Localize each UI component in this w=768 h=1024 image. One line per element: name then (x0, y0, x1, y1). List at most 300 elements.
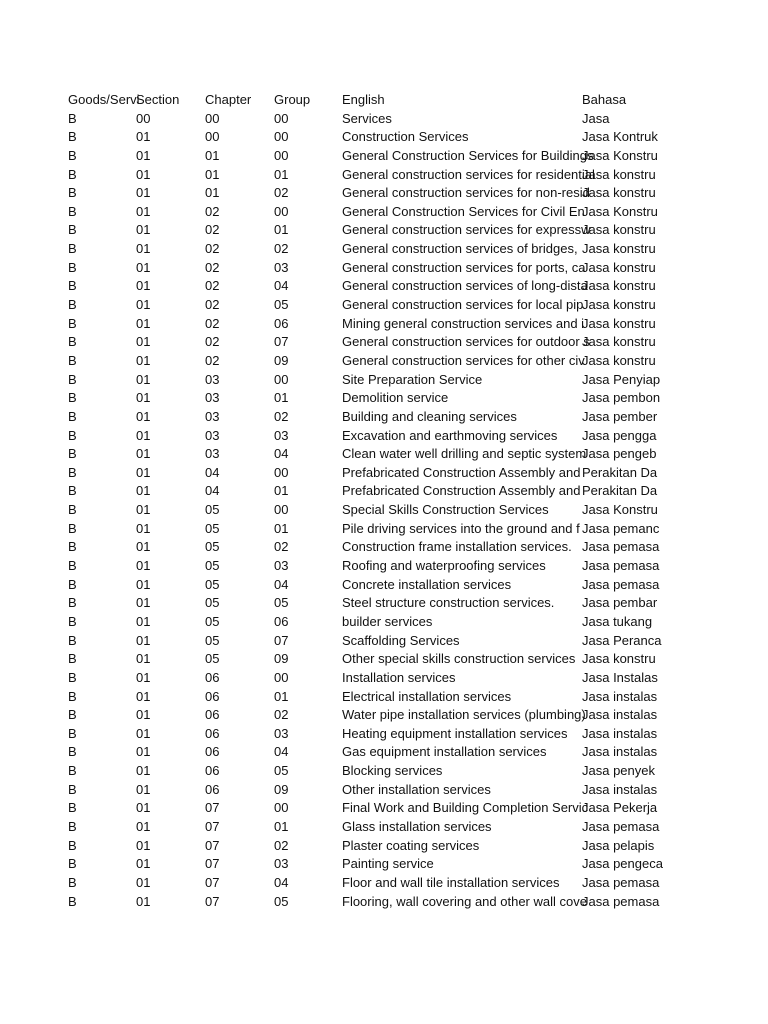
goods-service-cell: B (68, 110, 77, 126)
english-cell: General construction services of bridges, (342, 241, 578, 257)
group-cell: 00 (274, 129, 289, 145)
bahasa-cell: Jasa konstru (582, 315, 656, 331)
header-section: Section (136, 92, 180, 107)
section-cell: 01 (136, 352, 151, 368)
group-cell: 03 (274, 558, 289, 574)
bahasa-cell: Jasa instalas (582, 744, 658, 760)
group-cell: 04 (274, 576, 289, 592)
bahasa-cell: Jasa pelapis (582, 837, 655, 853)
table-row (68, 333, 658, 352)
section-cell: 01 (136, 781, 151, 797)
section-cell: 01 (136, 390, 151, 406)
group-cell: 05 (274, 893, 289, 909)
english-cell: Pile driving services into the ground and f (342, 520, 580, 536)
spreadsheet-table (68, 91, 663, 911)
chapter-cell: 02 (205, 259, 220, 275)
table-row (68, 855, 663, 874)
goods-service-cell: B (68, 595, 77, 611)
chapter-cell: 05 (205, 520, 220, 536)
chapter-cell: 04 (205, 464, 220, 480)
english-cell: Blocking services (342, 763, 443, 779)
goods-service-cell: B (68, 558, 77, 574)
goods-service-cell: B (68, 707, 77, 723)
bahasa-cell: Jasa instalas (582, 725, 658, 741)
table-row (68, 221, 658, 240)
table-row (68, 893, 658, 912)
bahasa-cell: Jasa konstru (582, 185, 656, 201)
bahasa-cell: Jasa konstru (582, 166, 656, 182)
chapter-cell: 07 (205, 893, 220, 909)
table-row (68, 371, 661, 390)
chapter-cell: 02 (205, 203, 220, 219)
english-cell: Steel structure construction services. (342, 595, 555, 611)
goods-service-cell: B (68, 893, 77, 909)
group-cell: 09 (274, 781, 289, 797)
group-cell: 03 (274, 427, 289, 443)
table-row (68, 147, 658, 166)
bahasa-cell: Jasa Kontruk (582, 129, 658, 145)
group-cell: 01 (274, 818, 289, 834)
english-cell: General Construction Services for Buildings (342, 147, 594, 163)
table-row (68, 445, 658, 464)
section-cell: 01 (136, 688, 151, 704)
bahasa-cell: Jasa konstru (582, 278, 656, 294)
group-cell: 01 (274, 520, 289, 536)
goods-service-cell: B (68, 185, 77, 201)
english-cell: Concrete installation services (342, 576, 512, 592)
chapter-cell: 05 (205, 576, 220, 592)
section-cell: 01 (136, 558, 151, 574)
bahasa-cell: Jasa pembon (582, 390, 661, 406)
table-row (68, 837, 658, 856)
table-row (68, 706, 658, 725)
table-row (68, 240, 658, 259)
chapter-cell: 03 (205, 371, 220, 387)
bahasa-cell: Jasa pemasa (582, 576, 660, 592)
table-row (68, 482, 658, 501)
section-cell: 01 (136, 446, 151, 462)
english-cell: General construction services for outdoor s (342, 334, 590, 350)
chapter-cell: 05 (205, 651, 220, 667)
table-row (68, 613, 658, 632)
group-cell: 09 (274, 651, 289, 667)
english-cell: General construction services for expressw (342, 222, 591, 238)
table-row (68, 799, 658, 818)
table-row (68, 110, 658, 129)
section-cell: 01 (136, 427, 151, 443)
english-cell: Building and cleaning services (342, 408, 517, 424)
bahasa-cell: Jasa Konstru (582, 502, 658, 518)
table-row (68, 743, 658, 762)
group-cell: 01 (274, 688, 289, 704)
bahasa-cell: Jasa pengga (582, 427, 657, 443)
english-cell: Floor and wall tile installation services (342, 874, 560, 890)
english-cell: Glass installation services (342, 818, 492, 834)
bahasa-cell: Jasa pemasa (582, 818, 660, 834)
group-cell: 06 (274, 613, 289, 629)
goods-service-cell: B (68, 744, 77, 760)
goods-service-cell: B (68, 539, 77, 555)
group-cell: 01 (274, 483, 289, 499)
goods-service-cell: B (68, 837, 77, 853)
group-cell: 05 (274, 763, 289, 779)
chapter-cell: 07 (205, 837, 220, 853)
bahasa-cell: Jasa konstru (582, 241, 656, 257)
english-cell: General construction services of long-dista (342, 278, 588, 294)
bahasa-cell: Jasa konstru (582, 651, 656, 667)
english-cell: Prefabricated Construction Assembly and (342, 464, 581, 480)
bahasa-cell: Jasa pembar (582, 595, 658, 611)
chapter-cell: 01 (205, 185, 220, 201)
english-cell: Special Skills Construction Services (342, 502, 549, 518)
group-cell: 05 (274, 297, 289, 313)
english-cell: Electrical installation services (342, 688, 512, 704)
english-cell: Scaffolding Services (342, 632, 460, 648)
chapter-cell: 03 (205, 408, 220, 424)
goods-service-cell: B (68, 576, 77, 592)
section-cell: 01 (136, 800, 151, 816)
goods-service-cell: B (68, 856, 77, 872)
goods-service-cell: B (68, 520, 77, 536)
section-cell: 00 (136, 110, 151, 126)
section-cell: 01 (136, 483, 151, 499)
bahasa-cell: Jasa Pekerja (582, 800, 658, 816)
table-row (68, 501, 658, 520)
group-cell: 07 (274, 632, 289, 648)
goods-service-cell: B (68, 669, 77, 685)
english-cell: General Construction Services for Civil En (342, 203, 585, 219)
english-cell: General construction services for ports, ca (342, 259, 586, 275)
section-cell: 01 (136, 371, 151, 387)
section-cell: 01 (136, 725, 151, 741)
table-row (68, 389, 661, 408)
section-cell: 01 (136, 651, 151, 667)
chapter-cell: 06 (205, 763, 220, 779)
english-cell: General construction services for residential (342, 166, 595, 182)
table-row (68, 874, 658, 893)
goods-service-cell: B (68, 278, 77, 294)
table-row (68, 781, 658, 800)
english-cell: Flooring, wall covering and other wall cove (342, 893, 587, 909)
english-cell: Other installation services (342, 781, 491, 797)
group-cell: 00 (274, 371, 289, 387)
section-cell: 01 (136, 166, 151, 182)
goods-service-cell: B (68, 390, 77, 406)
group-cell: 00 (274, 800, 289, 816)
bahasa-cell: Jasa (582, 110, 610, 126)
group-cell: 02 (274, 408, 289, 424)
section-cell: 01 (136, 520, 151, 536)
english-cell: General construction services for local pip (342, 297, 584, 313)
goods-service-cell: B (68, 241, 77, 257)
goods-service-cell: B (68, 483, 77, 499)
section-cell: 01 (136, 856, 151, 872)
section-cell: 01 (136, 502, 151, 518)
goods-service-cell: B (68, 800, 77, 816)
table-row (68, 725, 658, 744)
group-cell: 04 (274, 744, 289, 760)
bahasa-cell: Jasa instalas (582, 688, 658, 704)
chapter-cell: 05 (205, 539, 220, 555)
group-cell: 02 (274, 539, 289, 555)
group-cell: 05 (274, 595, 289, 611)
chapter-cell: 05 (205, 558, 220, 574)
section-cell: 01 (136, 464, 151, 480)
chapter-cell: 03 (205, 427, 220, 443)
table-row (68, 296, 658, 315)
table-row (68, 352, 658, 371)
table-row (68, 688, 658, 707)
goods-service-cell: B (68, 818, 77, 834)
group-cell: 06 (274, 315, 289, 331)
section-cell: 01 (136, 278, 151, 294)
goods-service-cell: B (68, 874, 77, 890)
chapter-cell: 07 (205, 874, 220, 890)
chapter-cell: 07 (205, 818, 220, 834)
bahasa-cell: Perakitan Da (582, 464, 658, 480)
goods-service-cell: B (68, 129, 77, 145)
bahasa-cell: Jasa konstru (582, 334, 656, 350)
table-row (68, 128, 658, 147)
table-row (68, 669, 658, 688)
table-row (68, 408, 658, 427)
table-row (68, 632, 662, 651)
section-cell: 01 (136, 297, 151, 313)
group-cell: 00 (274, 147, 289, 163)
chapter-cell: 02 (205, 315, 220, 331)
bahasa-cell: Jasa pengeb (582, 446, 657, 462)
section-cell: 01 (136, 874, 151, 890)
english-cell: Final Work and Building Completion Servic (342, 800, 589, 816)
chapter-cell: 07 (205, 800, 220, 816)
group-cell: 02 (274, 707, 289, 723)
bahasa-cell: Jasa Penyiap (582, 371, 661, 387)
section-cell: 01 (136, 185, 151, 201)
english-cell: Clean water well drilling and septic system (342, 446, 587, 462)
header-row (68, 91, 658, 110)
group-cell: 07 (274, 334, 289, 350)
bahasa-cell: Jasa pemanc (582, 520, 660, 536)
section-cell: 01 (136, 818, 151, 834)
goods-service-cell: B (68, 651, 77, 667)
header-chapter: Chapter (205, 92, 252, 107)
group-cell: 01 (274, 166, 289, 182)
header-goods-service: Goods/Servi (68, 92, 140, 107)
chapter-cell: 06 (205, 707, 220, 723)
bahasa-cell: Jasa konstru (582, 222, 656, 238)
section-cell: 01 (136, 259, 151, 275)
table-row (68, 762, 658, 781)
header-bahasa: Bahasa (582, 92, 627, 107)
chapter-cell: 07 (205, 856, 220, 872)
goods-service-cell: B (68, 446, 77, 462)
goods-service-cell: B (68, 352, 77, 368)
english-cell: Construction frame installation services. (342, 539, 572, 555)
chapter-cell: 00 (205, 110, 220, 126)
english-cell: General construction services for other civ (342, 352, 585, 368)
english-cell: Services (342, 110, 392, 126)
english-cell: Demolition service (342, 390, 449, 406)
table-row (68, 576, 658, 595)
section-cell: 01 (136, 315, 151, 331)
group-cell: 00 (274, 203, 289, 219)
bahasa-cell: Jasa konstru (582, 297, 656, 313)
bahasa-cell: Jasa pemasa (582, 558, 660, 574)
group-cell: 00 (274, 669, 289, 685)
table-row (68, 520, 658, 539)
group-cell: 01 (274, 222, 289, 238)
english-cell: Excavation and earthmoving services (342, 427, 558, 443)
goods-service-cell: B (68, 203, 77, 219)
group-cell: 02 (274, 837, 289, 853)
chapter-cell: 01 (205, 166, 220, 182)
section-cell: 01 (136, 129, 151, 145)
goods-service-cell: B (68, 297, 77, 313)
table-row (68, 427, 658, 446)
bahasa-cell: Jasa konstru (582, 352, 656, 368)
group-cell: 01 (274, 390, 289, 406)
section-cell: 01 (136, 595, 151, 611)
goods-service-cell: B (68, 315, 77, 331)
bahasa-cell: Jasa Konstru (582, 147, 658, 163)
section-cell: 01 (136, 669, 151, 685)
group-cell: 00 (274, 110, 289, 126)
english-cell: Roofing and waterproofing services (342, 558, 546, 574)
table-row (68, 259, 658, 278)
chapter-cell: 05 (205, 502, 220, 518)
english-cell: Painting service (342, 856, 434, 872)
section-cell: 01 (136, 837, 151, 853)
goods-service-cell: B (68, 222, 77, 238)
english-cell: Prefabricated Construction Assembly and (342, 483, 581, 499)
table-row (68, 650, 658, 669)
group-cell: 02 (274, 241, 289, 257)
section-cell: 01 (136, 147, 151, 163)
header-group: Group (274, 92, 311, 107)
chapter-cell: 06 (205, 688, 220, 704)
chapter-cell: 02 (205, 297, 220, 313)
chapter-cell: 04 (205, 483, 220, 499)
group-cell: 03 (274, 725, 289, 741)
chapter-cell: 05 (205, 613, 220, 629)
bahasa-cell: Jasa pember (582, 408, 658, 424)
chapter-cell: 01 (205, 147, 220, 163)
group-cell: 00 (274, 464, 289, 480)
table-row (68, 166, 658, 185)
bahasa-cell: Perakitan Da (582, 483, 658, 499)
chapter-cell: 02 (205, 222, 220, 238)
bahasa-cell: Jasa instalas (582, 781, 658, 797)
chapter-cell: 02 (205, 334, 220, 350)
section-cell: 01 (136, 707, 151, 723)
bahasa-cell: Jasa konstru (582, 259, 656, 275)
section-cell: 01 (136, 744, 151, 760)
goods-service-cell: B (68, 408, 77, 424)
chapter-cell: 03 (205, 446, 220, 462)
section-cell: 01 (136, 203, 151, 219)
goods-service-cell: B (68, 502, 77, 518)
table-row (68, 277, 658, 296)
english-cell: Heating equipment installation services (342, 725, 568, 741)
chapter-cell: 02 (205, 352, 220, 368)
bahasa-cell: Jasa pengeca (582, 856, 663, 872)
group-cell: 04 (274, 446, 289, 462)
goods-service-cell: B (68, 464, 77, 480)
table-row (68, 557, 658, 576)
bahasa-cell: Jasa pemasa (582, 874, 660, 890)
goods-service-cell: B (68, 613, 77, 629)
english-cell: Construction Services (342, 129, 469, 145)
section-cell: 01 (136, 334, 151, 350)
section-cell: 01 (136, 632, 151, 648)
bahasa-cell: Jasa Konstru (582, 203, 658, 219)
bahasa-cell: Jasa Instalas (582, 669, 658, 685)
bahasa-cell: Jasa Peranca (582, 632, 662, 648)
table-row (68, 315, 658, 334)
section-cell: 01 (136, 222, 151, 238)
section-cell: 01 (136, 613, 151, 629)
table-row (68, 594, 658, 613)
section-cell: 01 (136, 576, 151, 592)
group-cell: 03 (274, 856, 289, 872)
goods-service-cell: B (68, 725, 77, 741)
goods-service-cell: B (68, 259, 77, 275)
section-cell: 01 (136, 539, 151, 555)
goods-service-cell: B (68, 763, 77, 779)
group-cell: 04 (274, 278, 289, 294)
section-cell: 01 (136, 893, 151, 909)
chapter-cell: 06 (205, 781, 220, 797)
bahasa-cell: Jasa pemasa (582, 893, 660, 909)
chapter-cell: 00 (205, 129, 220, 145)
table-row (68, 203, 658, 222)
goods-service-cell: B (68, 334, 77, 350)
english-cell: Other special skills construction services (342, 651, 576, 667)
chapter-cell: 06 (205, 725, 220, 741)
chapter-cell: 02 (205, 278, 220, 294)
group-cell: 00 (274, 502, 289, 518)
table-row (68, 464, 658, 483)
section-cell: 01 (136, 241, 151, 257)
english-cell: Gas equipment installation services (342, 744, 547, 760)
chapter-cell: 06 (205, 744, 220, 760)
chapter-cell: 06 (205, 669, 220, 685)
group-cell: 04 (274, 874, 289, 890)
goods-service-cell: B (68, 632, 77, 648)
bahasa-cell: Jasa penyek (582, 763, 655, 779)
english-cell: General construction services for non-resid (342, 185, 590, 201)
table-row (68, 818, 658, 837)
goods-service-cell: B (68, 688, 77, 704)
goods-service-cell: B (68, 166, 77, 182)
bahasa-cell: Jasa tukang (582, 613, 653, 629)
group-cell: 03 (274, 259, 289, 275)
group-cell: 09 (274, 352, 289, 368)
goods-service-cell: B (68, 427, 77, 443)
chapter-cell: 05 (205, 595, 220, 611)
header-english: English (342, 92, 385, 107)
english-cell: builder services (342, 613, 433, 629)
goods-service-cell: B (68, 781, 77, 797)
section-cell: 01 (136, 763, 151, 779)
goods-service-cell: B (68, 147, 77, 163)
group-cell: 02 (274, 185, 289, 201)
chapter-cell: 02 (205, 241, 220, 257)
chapter-cell: 03 (205, 390, 220, 406)
chapter-cell: 05 (205, 632, 220, 648)
table-row (68, 184, 658, 203)
english-cell: Water pipe installation services (plumbing) (342, 707, 586, 723)
